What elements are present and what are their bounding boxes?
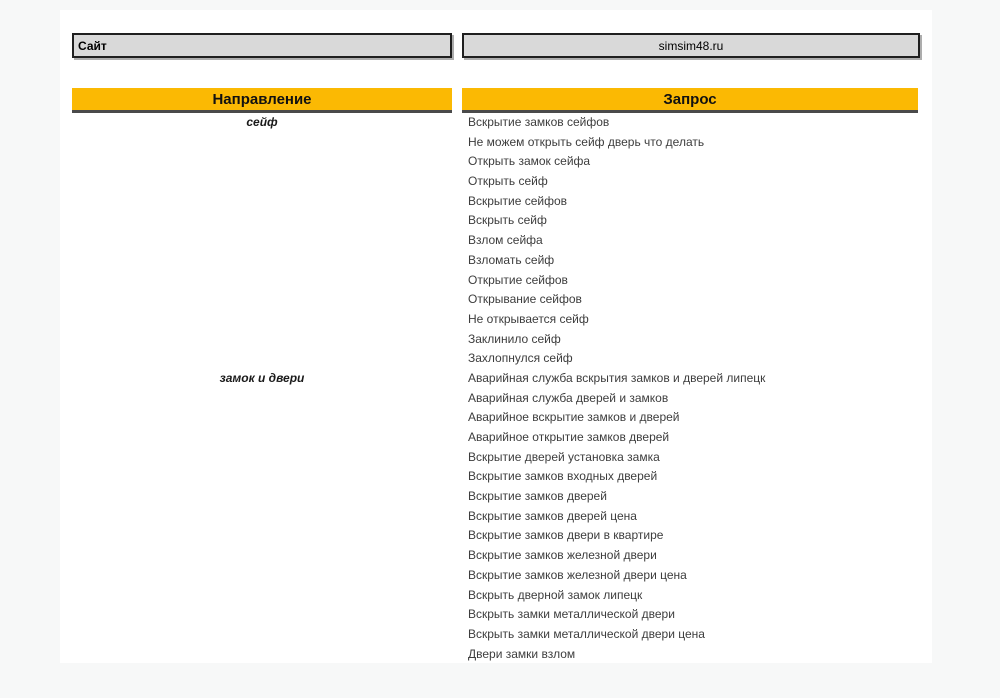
table-body [72, 113, 930, 664]
query-cell: Аварийная служба дверей и замков [468, 390, 669, 405]
table-row [72, 271, 930, 291]
column-header-direction: Направление [72, 88, 452, 113]
query-cell: Вскрытие замков сейфов [468, 115, 610, 129]
query-cell: Открыть сейф [468, 174, 548, 189]
query-cell: Вскрыть замки металлической двери [468, 607, 675, 622]
direction-cell [72, 172, 452, 192]
query-cell: Взлом сейфа [468, 233, 543, 248]
query-cell: Вскрыть сейф [468, 213, 547, 228]
direction-cell [72, 133, 452, 153]
table-row [72, 546, 930, 566]
query-cell: Аварийная служба вскрытия замков и дверей липецк [468, 370, 766, 385]
table-header-row [72, 88, 930, 113]
column-header-query: Запрос [462, 88, 918, 113]
direction-cell [72, 645, 452, 665]
query-cell: Не открывается сейф [468, 311, 589, 326]
table-row [72, 113, 930, 133]
table-row [72, 192, 930, 212]
site-label-field[interactable]: Сайт [72, 33, 452, 58]
query-cell: Вскрыть замки металлической двери цена [468, 626, 705, 641]
table-row [72, 408, 930, 428]
query-cell: Не можем открыть сейф дверь что делать [468, 134, 705, 149]
direction-cell [72, 448, 452, 468]
query-cell: Вскрытие замков железной двери цена [468, 567, 687, 582]
table-row [72, 290, 930, 310]
direction-cell [72, 330, 452, 350]
table-row [72, 467, 930, 487]
query-cell: Открыть замок сейфа [468, 154, 591, 169]
table-row [72, 251, 930, 271]
direction-cell [72, 152, 452, 172]
site-row [72, 33, 930, 58]
direction-cell [72, 271, 452, 291]
direction-cell [72, 625, 452, 645]
table-row [72, 625, 930, 645]
table-row [72, 448, 930, 468]
table-row [72, 586, 930, 606]
query-cell: Двери замки взлом [468, 646, 576, 661]
table-row [72, 310, 930, 330]
query-cell: Открытие сейфов [468, 272, 568, 287]
worksheet [60, 10, 932, 663]
direction-cell [72, 428, 452, 448]
direction-cell [72, 546, 452, 566]
table-row [72, 389, 930, 409]
direction-cell [72, 192, 452, 212]
direction-cell [72, 231, 452, 251]
table-row [72, 566, 930, 586]
direction-cell [72, 487, 452, 507]
table-row [72, 645, 930, 665]
query-cell: Вскрытие замков дверей цена [468, 508, 637, 523]
table-row [72, 605, 930, 625]
table-row [72, 526, 930, 546]
table-row [72, 152, 930, 172]
direction-cell [72, 507, 452, 527]
query-cell: Открывание сейфов [468, 292, 582, 307]
table-row [72, 428, 930, 448]
query-cell: Вскрытие замков железной двери [468, 548, 657, 563]
direction-cell: сейф [246, 115, 278, 129]
direction-cell [72, 310, 452, 330]
table-row [72, 211, 930, 231]
direction-cell [72, 389, 452, 409]
table-row [72, 487, 930, 507]
table-row [72, 349, 930, 369]
direction-cell [72, 211, 452, 231]
table-row [72, 330, 930, 350]
table-row [72, 369, 930, 389]
direction-cell [72, 586, 452, 606]
table-row [72, 172, 930, 192]
direction-cell [72, 251, 452, 271]
query-cell: Вскрытие замков входных дверей [468, 469, 658, 484]
query-cell: Аварийное открытие замков дверей [468, 430, 670, 444]
query-cell: Вскрыть дверной замок липецк [468, 587, 643, 602]
site-value-field[interactable]: simsim48.ru [462, 33, 920, 58]
query-cell: Взломать сейф [468, 252, 555, 267]
direction-cell [72, 566, 452, 586]
table-row [72, 133, 930, 153]
table-row [72, 507, 930, 527]
direction-cell [72, 467, 452, 487]
direction-cell: замок и двери [219, 370, 305, 385]
direction-cell [72, 408, 452, 428]
direction-cell [72, 526, 452, 546]
direction-cell [72, 349, 452, 369]
query-cell: Вскрытие замков дверей [468, 489, 607, 504]
query-cell: Вскрытие сейфов [468, 193, 568, 208]
direction-cell [72, 605, 452, 625]
query-cell: Захлопнулся сейф [468, 351, 573, 366]
query-cell: Вскрытие замков двери в квартире [468, 528, 664, 543]
query-cell: Аварийное вскрытие замков и дверей [468, 410, 680, 425]
query-cell: Вскрытие дверей установка замка [468, 449, 660, 464]
table-row [72, 231, 930, 251]
query-cell: Заклинило сейф [468, 331, 561, 346]
direction-cell [72, 290, 452, 310]
